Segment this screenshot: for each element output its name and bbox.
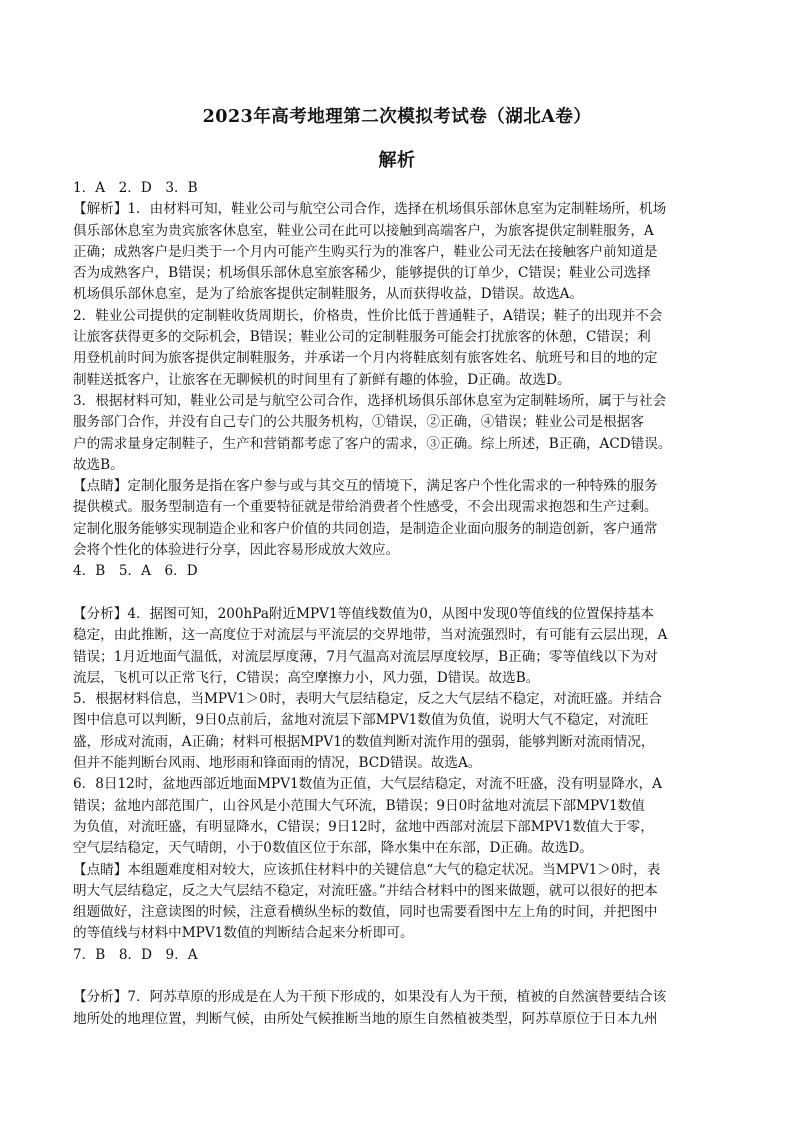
- text-line: 但并不能判断台风雨、地形雨和锋面雨的情况，BCD错误。故选A。: [73, 755, 482, 772]
- text-line: 故选B。: [73, 456, 124, 473]
- text-line: 4．B 5．A 6．D: [73, 563, 198, 580]
- text-line: 错误；1月近地面气温低，对流层厚度薄，7月气温高对流层厚度较厚，B正确；零等值线以下为对: [73, 648, 658, 665]
- text-line: 的等值线与材料中MPV1数值的判断结合起来分析即可。: [73, 925, 414, 942]
- document-body: [73, 178, 685, 1030]
- text-line: 【分析】4．据图可知，200hPa附近MPV1等值线数值为0，从图中发现0等值线的位置保持基本: [73, 605, 655, 622]
- text-line: 地所处的地理位置，判断气候，由所处气候推断当地的原生自然植被类型，阿苏草原位于日本九州: [73, 1010, 658, 1027]
- text-line: 定制化服务能够实现制造企业和客户价值的共同创造，是制造企业面向服务的制造创新，客户通常: [73, 520, 658, 537]
- text-line: 否为成熟客户，B错误；机场俱乐部休息室旅客稀少，能够提供的订单少，C错误；鞋业公司选择: [73, 265, 651, 282]
- text-line: 提供模式。服务型制造有一个重要特征就是带给消费者个性感受，不会出现需求抱怨和生产过剩。: [73, 499, 658, 516]
- text-line: 5．根据材料信息，当MPV1＞0时，表明大气层结稳定，反之大气层结不稳定，对流旺盛。并结合: [73, 691, 662, 708]
- text-line: 稳定，由此推断，这一高度位于对流层与平流层的交界地带，当对流强烈时，有可能有云层出现，A: [73, 627, 668, 644]
- text-line: 3．根据材料可知，鞋业公司是与航空公司合作，选择机场俱乐部休息室为定制鞋场所，属于与社会: [73, 392, 667, 409]
- text-line: 会将个性化的体验进行分享，因此容易形成放大效应。: [73, 542, 400, 559]
- text-line: 正确；成熟客户是归类于一个月内可能产生购买行为的准客户，鞋业公司无法在接触客户前知道是: [73, 243, 658, 260]
- text-line: 空气层结稳定，天气晴朗，小于0数值区位于东部，降水集中在东部，D正确。故选D。: [73, 840, 593, 857]
- text-line: 6．8日12时，盆地西部近地面MPV1数值为正值，大气层结稳定，对流不旺盛，没有明显降水，A: [73, 776, 662, 793]
- text-line: 2．鞋业公司提供的定制鞋收货周期长，价格贵，性价比低于普通鞋子，A错误；鞋子的出现并不会: [73, 307, 663, 324]
- text-line: 1．A 2．D 3．B: [73, 180, 198, 196]
- blank-line: [73, 966, 685, 987]
- document-title: 2023年高考地理第二次模拟考试卷（湖北A卷）: [202, 107, 592, 127]
- text-line: 【点睛】本组题难度相对较大，应该抓住材料中的关键信息“大气的稳定状况。当MPV1＞0时，表: [73, 861, 661, 878]
- text-line: 【解析】1．由材料可知，鞋业公司与航空公司合作，选择在机场俱乐部休息室为定制鞋场所，机场: [73, 201, 667, 218]
- text-line: 盛，形成对流雨，A正确；材料可根据MPV1的数值判断对流作用的强弱，能够判断对流雨情况，: [73, 733, 655, 750]
- text-line: 让旅客获得更多的交际机会，B错误；鞋业公司的定制鞋服务可能会打扰旅客的休憩，C错误；利: [73, 329, 651, 346]
- text-line: 户的需求量身定制鞋子，生产和营销都考虑了客户的需求，③正确。综上所述，B正确，ACD错误。: [73, 435, 672, 452]
- text-line: 用登机前时间为旅客提供定制鞋服务，并承诺一个月内将鞋底刻有旅客姓名、航班号和目的地的定: [73, 350, 658, 367]
- text-line: 流层，飞机可以正常飞行，C错误；高空摩擦力小，风力强，D错误。故选B。: [73, 669, 540, 686]
- text-line: 明大气层结稳定，反之大气层结不稳定，对流旺盛。”并结合材料中的图来做题，就可以很好的把本: [73, 882, 658, 899]
- text-line: 俱乐部休息室为贵宾旅客休息室，鞋业公司在此可以接触到高端客户，为旅客提供定制鞋服务，A: [73, 222, 654, 239]
- text-line: 制鞋送抵客户，让旅客在无聊候机的时间里有了新鲜有趣的体验，D正确。故选D。: [73, 371, 571, 388]
- text-line: 组题做好，注意读图的时候，注意看横纵坐标的数值，同时也需要看图中左上角的时间，并把图中: [73, 904, 658, 921]
- text-line: 【点睛】定制化服务是指在客户参与或与其交互的情境下，满足客户个性化需求的一种特殊的服务: [73, 478, 658, 495]
- text-line: 服务部门合作，并没有自己专门的公共服务机构，①错误，②正确，④错误；鞋业公司是根据客: [73, 414, 644, 431]
- text-line: 图中信息可以判断，9日0点前后，盆地对流层下部MPV1数值为负值，说明大气不稳定，对流旺: [73, 712, 649, 729]
- text-line: 7．B 8．D 9．A: [73, 946, 198, 963]
- document-subtitle: 解析: [378, 150, 416, 171]
- text-line: 【分析】7．阿苏草原的形成是在人为干预下形成的，如果没有人为干预，植被的自然演替要结合该: [73, 989, 667, 1006]
- blank-line: [73, 583, 685, 604]
- text-line: 为负值，对流旺盛，有明显降水，C错误；9日12时，盆地中西部对流层下部MPV1数值大于零，: [73, 818, 654, 835]
- text-line: 错误；盆地内部范围广，山谷风是小范围大气环流，B错误；9日0时盆地对流层下部MPV1数值: [73, 797, 645, 814]
- text-line: 机场俱乐部休息室，是为了给旅客提供定制鞋服务，从而获得收益，D错误。故选A。: [73, 286, 584, 303]
